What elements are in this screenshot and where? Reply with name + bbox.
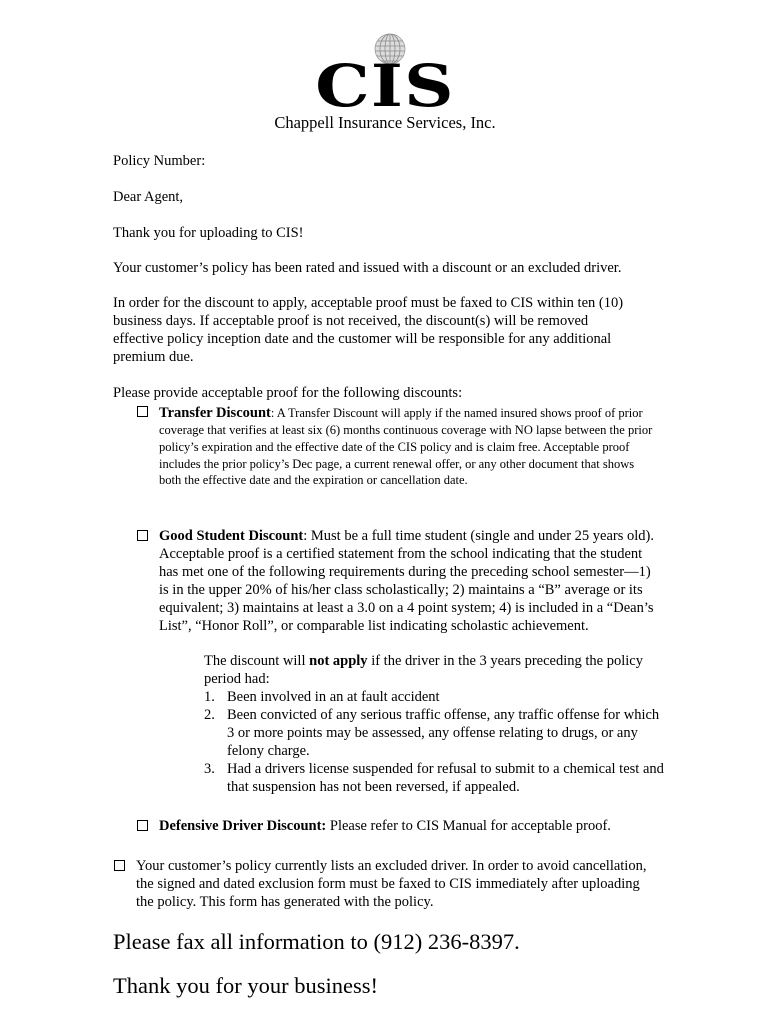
good-student-title: Good Student Discount: [159, 528, 304, 544]
excluded-driver-checkbox[interactable]: [114, 860, 125, 871]
list-item: 3. Had a drivers license suspended for refusal to submit to a chemical test and that suspension has not been reversed, if appealed.: [204, 761, 664, 795]
excluded-driver-text: Your customer’s policy currently lists an excluded driver. In order to avoid cancellation, the signed and dated exclusion form must be faxed to CIS immediately after uploading the policy. This form has generated with the policy.: [136, 858, 647, 910]
not-apply-emphasis: not apply: [309, 653, 368, 669]
proof-request: Please provide acceptable proof for the following discounts:: [113, 385, 463, 401]
transfer-discount-title: Transfer Discount: [159, 405, 271, 421]
company-name: Chappell Insurance Services, Inc.: [274, 113, 496, 132]
transfer-checkbox[interactable]: [137, 406, 148, 417]
transfer-discount-description: : A Transfer Discount will apply if the named insured shows proof of prior coverage that verifies at least six (6) months continuous coverage with NO lapse between the prior policy’s expiration and the effective date of the CIS policy and is claim free. Acceptable proof includes the prior policy’s Dec page, a current renewal offer, or any other document that shows both the effective date and the expiration or cancellation date.: [159, 406, 653, 488]
defensive-driver-description: Please refer to CIS Manual for acceptable proof.: [326, 818, 611, 834]
exclusion-conditions-list: [204, 688, 664, 796]
list-item: 1. Been involved in an at fault accident: [204, 689, 440, 705]
good-student-exclusion: The discount will not apply if the driver in the 3 years preceding the policy period had:: [204, 653, 643, 687]
intro-paragraph: Your customer’s policy has been rated and issued with a discount or an excluded driver.: [113, 260, 622, 276]
defensive-driver-checkbox[interactable]: [137, 820, 148, 831]
cis-logo: [305, 32, 465, 118]
proof-paragraph: In order for the discount to apply, acceptable proof must be faxed to CIS within ten (10) business days. If acceptable proof is not received, the discount(s) will be removed effective policy inception date and the customer will be responsible for any additional premium due.: [113, 295, 624, 365]
good-student-description: : Must be a full time student (single and under 25 years old). Acceptable proof is a certified statement from the school indicating that the student has met one of the following requirements during the preceding school semester—1) is in the upper 20% of his/her class scholastically; 2) maintains a “B” average or its equivalent; 3) maintains at least a 3.0 on a 4 point system; 4) is included in a “Dean’s List”, “Honor Roll”, or comparable list indicating scholastic achievement.: [159, 528, 654, 634]
good-student-text: [159, 527, 659, 635]
closing-line: Thank you for your business!: [113, 973, 378, 998]
good-student-checkbox[interactable]: [137, 530, 148, 541]
defensive-driver-title: Defensive Driver Discount:: [159, 818, 327, 834]
fax-instruction: Please fax all information to (912) 236-8397.: [113, 929, 520, 954]
salutation: Dear Agent,: [113, 189, 184, 205]
transfer-discount-text: [159, 404, 659, 489]
thanks-line: Thank you for uploading to CIS!: [113, 225, 304, 241]
logo-wordmark: CIS: [315, 52, 455, 120]
policy-number-label: Policy Number:: [113, 153, 206, 169]
defensive-driver-text: [159, 817, 679, 835]
list-item: 2. Been convicted of any serious traffic offense, any traffic offense for which 3 or more points may be assessed, any offense relating to drugs, or any felony charge.: [204, 707, 660, 759]
